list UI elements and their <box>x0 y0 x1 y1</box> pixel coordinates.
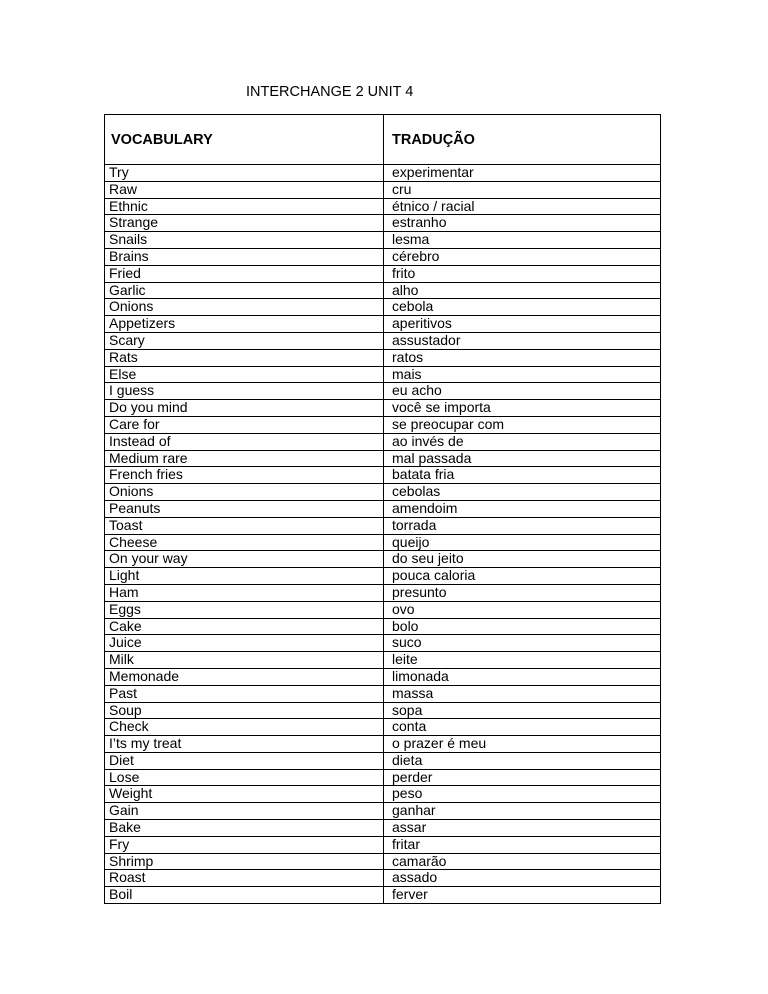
table-row <box>105 282 661 299</box>
translation-word: peso <box>384 786 661 803</box>
translation-word: conta <box>384 719 661 736</box>
translation-word: assar <box>384 820 661 837</box>
table-row <box>105 769 661 786</box>
translation-word: torrada <box>384 517 661 534</box>
table-row <box>105 215 661 232</box>
translation-word: bolo <box>384 618 661 635</box>
document-title: INTERCHANGE 2 UNIT 4 <box>246 84 414 100</box>
translation-word: presunto <box>384 584 661 601</box>
table-row <box>105 853 661 870</box>
table-row <box>105 752 661 769</box>
vocabulary-word: Instead of <box>105 433 384 450</box>
vocabulary-word: Past <box>105 685 384 702</box>
vocabulary-word: Cake <box>105 618 384 635</box>
table-row <box>105 467 661 484</box>
table-row <box>105 450 661 467</box>
translation-word: sopa <box>384 702 661 719</box>
table-row <box>105 685 661 702</box>
translation-word: queijo <box>384 534 661 551</box>
vocabulary-word: Diet <box>105 752 384 769</box>
vocabulary-word: I guess <box>105 383 384 400</box>
vocabulary-table <box>104 114 661 904</box>
vocabulary-word: Else <box>105 366 384 383</box>
translation-word: massa <box>384 685 661 702</box>
translation-word: mal passada <box>384 450 661 467</box>
translation-word: ganhar <box>384 803 661 820</box>
vocabulary-word: Garlic <box>105 282 384 299</box>
vocabulary-word: Check <box>105 719 384 736</box>
table-row <box>105 635 661 652</box>
translation-word: estranho <box>384 215 661 232</box>
translation-word: ao invés de <box>384 433 661 450</box>
table-row <box>105 316 661 333</box>
table-row <box>105 584 661 601</box>
translation-word: amendoim <box>384 500 661 517</box>
table-row <box>105 786 661 803</box>
translation-word: ferver <box>384 887 661 904</box>
table-row <box>105 870 661 887</box>
vocabulary-word: Milk <box>105 652 384 669</box>
translation-word: experimentar <box>384 165 661 182</box>
table-row <box>105 484 661 501</box>
translation-word: você se importa <box>384 400 661 417</box>
vocabulary-word: Appetizers <box>105 316 384 333</box>
translation-word: limonada <box>384 668 661 685</box>
vocabulary-word: Snails <box>105 232 384 249</box>
vocabulary-word: Memonade <box>105 668 384 685</box>
vocabulary-word: Raw <box>105 181 384 198</box>
table-row <box>105 248 661 265</box>
translation-word: aperitivos <box>384 316 661 333</box>
table-row <box>105 416 661 433</box>
table-row <box>105 618 661 635</box>
translation-word: étnico / racial <box>384 198 661 215</box>
table-row <box>105 887 661 904</box>
table-row <box>105 668 661 685</box>
vocabulary-word: Do you mind <box>105 400 384 417</box>
table-row <box>105 517 661 534</box>
table-row <box>105 332 661 349</box>
vocabulary-word: I’ts my treat <box>105 736 384 753</box>
vocabulary-word: Eggs <box>105 601 384 618</box>
table-row <box>105 568 661 585</box>
vocabulary-word: Toast <box>105 517 384 534</box>
vocabulary-word: Brains <box>105 248 384 265</box>
vocabulary-word: Peanuts <box>105 500 384 517</box>
table-row <box>105 702 661 719</box>
translation-word: se preocupar com <box>384 416 661 433</box>
table-row <box>105 232 661 249</box>
table-row <box>105 652 661 669</box>
vocabulary-word: Ethnic <box>105 198 384 215</box>
translation-word: ovo <box>384 601 661 618</box>
translation-word: pouca caloria <box>384 568 661 585</box>
table-row <box>105 820 661 837</box>
translation-word: suco <box>384 635 661 652</box>
vocabulary-word: French fries <box>105 467 384 484</box>
table-row <box>105 601 661 618</box>
table-row <box>105 299 661 316</box>
table-row <box>105 349 661 366</box>
table-row <box>105 551 661 568</box>
translation-word: batata fria <box>384 467 661 484</box>
translation-word: frito <box>384 265 661 282</box>
table-row <box>105 719 661 736</box>
translation-word: cérebro <box>384 248 661 265</box>
vocabulary-word: Medium rare <box>105 450 384 467</box>
vocabulary-word: Care for <box>105 416 384 433</box>
translation-word: dieta <box>384 752 661 769</box>
vocabulary-word: Weight <box>105 786 384 803</box>
table-row <box>105 836 661 853</box>
table-row <box>105 500 661 517</box>
vocabulary-word: Roast <box>105 870 384 887</box>
header-traducao: TRADUÇÃO <box>384 115 661 165</box>
translation-word: alho <box>384 282 661 299</box>
vocabulary-word: On your way <box>105 551 384 568</box>
vocabulary-word: Cheese <box>105 534 384 551</box>
vocabulary-word: Shrimp <box>105 853 384 870</box>
table-header-row <box>105 115 661 165</box>
translation-word: assado <box>384 870 661 887</box>
translation-word: lesma <box>384 232 661 249</box>
header-vocabulary: VOCABULARY <box>105 115 384 165</box>
vocabulary-word: Fried <box>105 265 384 282</box>
table-row <box>105 736 661 753</box>
vocabulary-word: Soup <box>105 702 384 719</box>
vocabulary-word: Lose <box>105 769 384 786</box>
table-row <box>105 265 661 282</box>
vocabulary-word: Scary <box>105 332 384 349</box>
translation-word: cebolas <box>384 484 661 501</box>
translation-word: camarão <box>384 853 661 870</box>
vocabulary-word: Boil <box>105 887 384 904</box>
translation-word: cebola <box>384 299 661 316</box>
table-row <box>105 165 661 182</box>
table-row <box>105 181 661 198</box>
vocabulary-word: Bake <box>105 820 384 837</box>
translation-word: perder <box>384 769 661 786</box>
vocabulary-word: Onions <box>105 484 384 501</box>
vocabulary-word: Juice <box>105 635 384 652</box>
table-row <box>105 366 661 383</box>
vocabulary-word: Light <box>105 568 384 585</box>
table-row <box>105 400 661 417</box>
vocabulary-word: Gain <box>105 803 384 820</box>
table-row <box>105 198 661 215</box>
translation-word: ratos <box>384 349 661 366</box>
translation-word: cru <box>384 181 661 198</box>
translation-word: do seu jeito <box>384 551 661 568</box>
translation-word: leite <box>384 652 661 669</box>
table-row <box>105 534 661 551</box>
vocabulary-word: Rats <box>105 349 384 366</box>
vocabulary-word: Ham <box>105 584 384 601</box>
translation-word: o prazer é meu <box>384 736 661 753</box>
table-row <box>105 383 661 400</box>
translation-word: eu acho <box>384 383 661 400</box>
table-row <box>105 433 661 450</box>
translation-word: assustador <box>384 332 661 349</box>
translation-word: fritar <box>384 836 661 853</box>
vocabulary-word: Fry <box>105 836 384 853</box>
vocabulary-word: Strange <box>105 215 384 232</box>
translation-word: mais <box>384 366 661 383</box>
vocabulary-word: Onions <box>105 299 384 316</box>
table-row <box>105 803 661 820</box>
vocabulary-word: Try <box>105 165 384 182</box>
